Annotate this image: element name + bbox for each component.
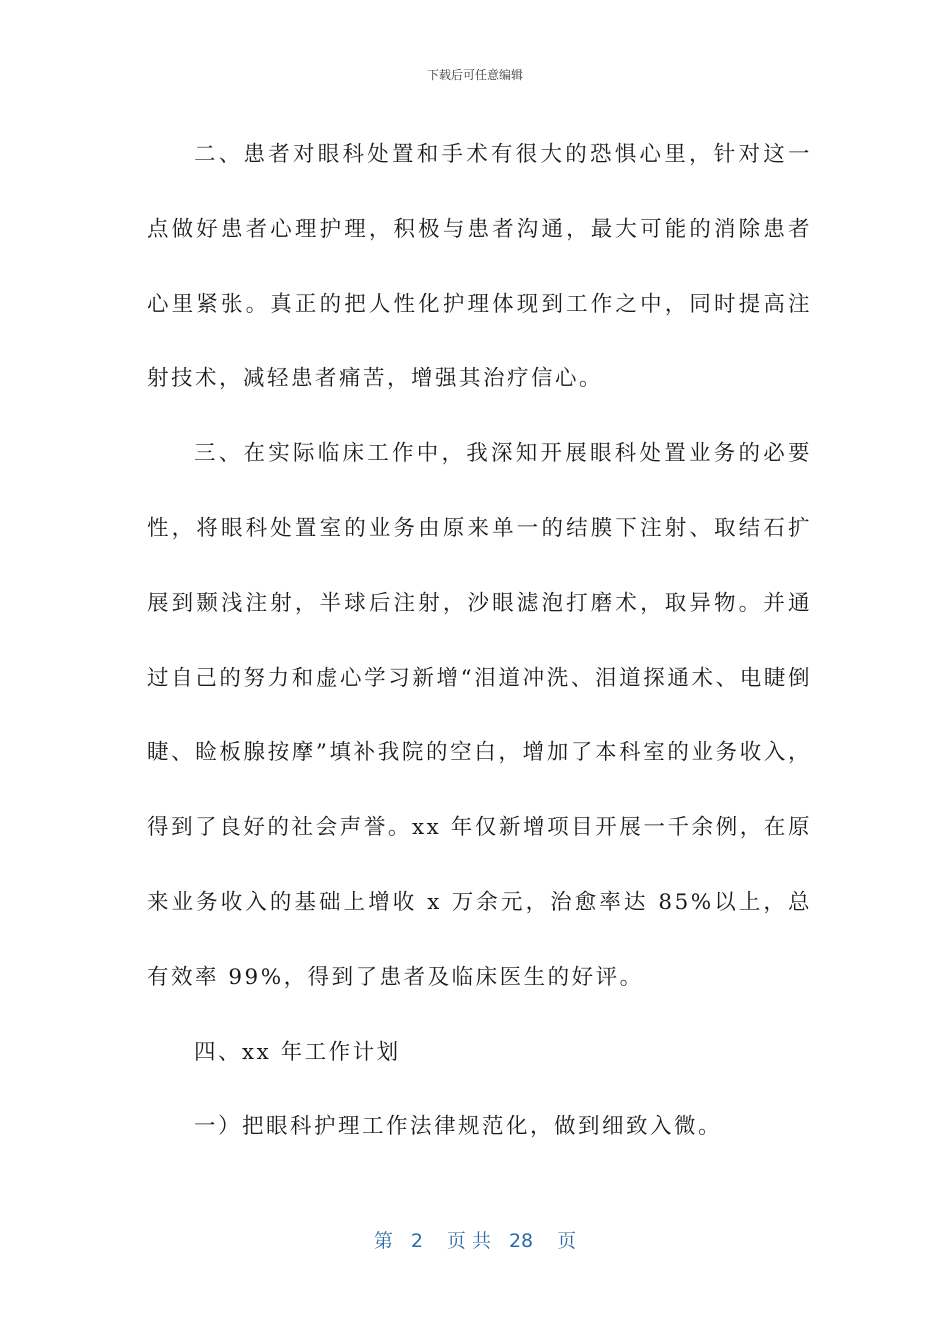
footer-prefix: 第 (373, 1230, 393, 1252)
section-heading-plan: 四、xx 年工作计划 (194, 1039, 401, 1065)
paragraph-plan-1: 一）把眼科护理工作法律规范化，做到细致入微。 (194, 1114, 723, 1140)
paragraph-2: 二、患者对眼科处置和手术有很大的恐惧心里，针对这一点做好患者心理护理，积极与患者沟通，最大可能的消除患者心里紧张。真正的把人性化护理体现到工作之中，同时提高注射技术，减轻患者痛苦，增强其治疗信心。 (147, 142, 812, 392)
page-footer (0, 1226, 950, 1253)
footer-suffix: 页 (557, 1230, 577, 1252)
footer-middle: 页 共 (446, 1230, 491, 1252)
header-note: 下载后可任意编辑 (426, 68, 523, 82)
footer-page-number: 2 (410, 1230, 423, 1252)
paragraph-3: 三、在实际临床工作中，我深知开展眼科处置业务的必要性，将眼科处置室的业务由原来单一的结膜下注射、取结石扩展到颞浅注射，半球后注射，沙眼滤泡打磨术，取异物。并通过自己的努力和虚心学习新增“泪道冲洗、泪道探通术、电睫倒睫、睑板腺按摩”填补我院的空白，增加了本科室的业务收入，得到了良好的社会声誉。xx 年仅新增项目开展一千余例，在原来业务收入的基础上增收 x 万余元，治愈率达 85%以上，总有效率 99%，得到了患者及临床医生的好评。 (147, 441, 812, 990)
document-body (147, 118, 812, 1165)
footer-total-pages: 28 (508, 1230, 534, 1252)
